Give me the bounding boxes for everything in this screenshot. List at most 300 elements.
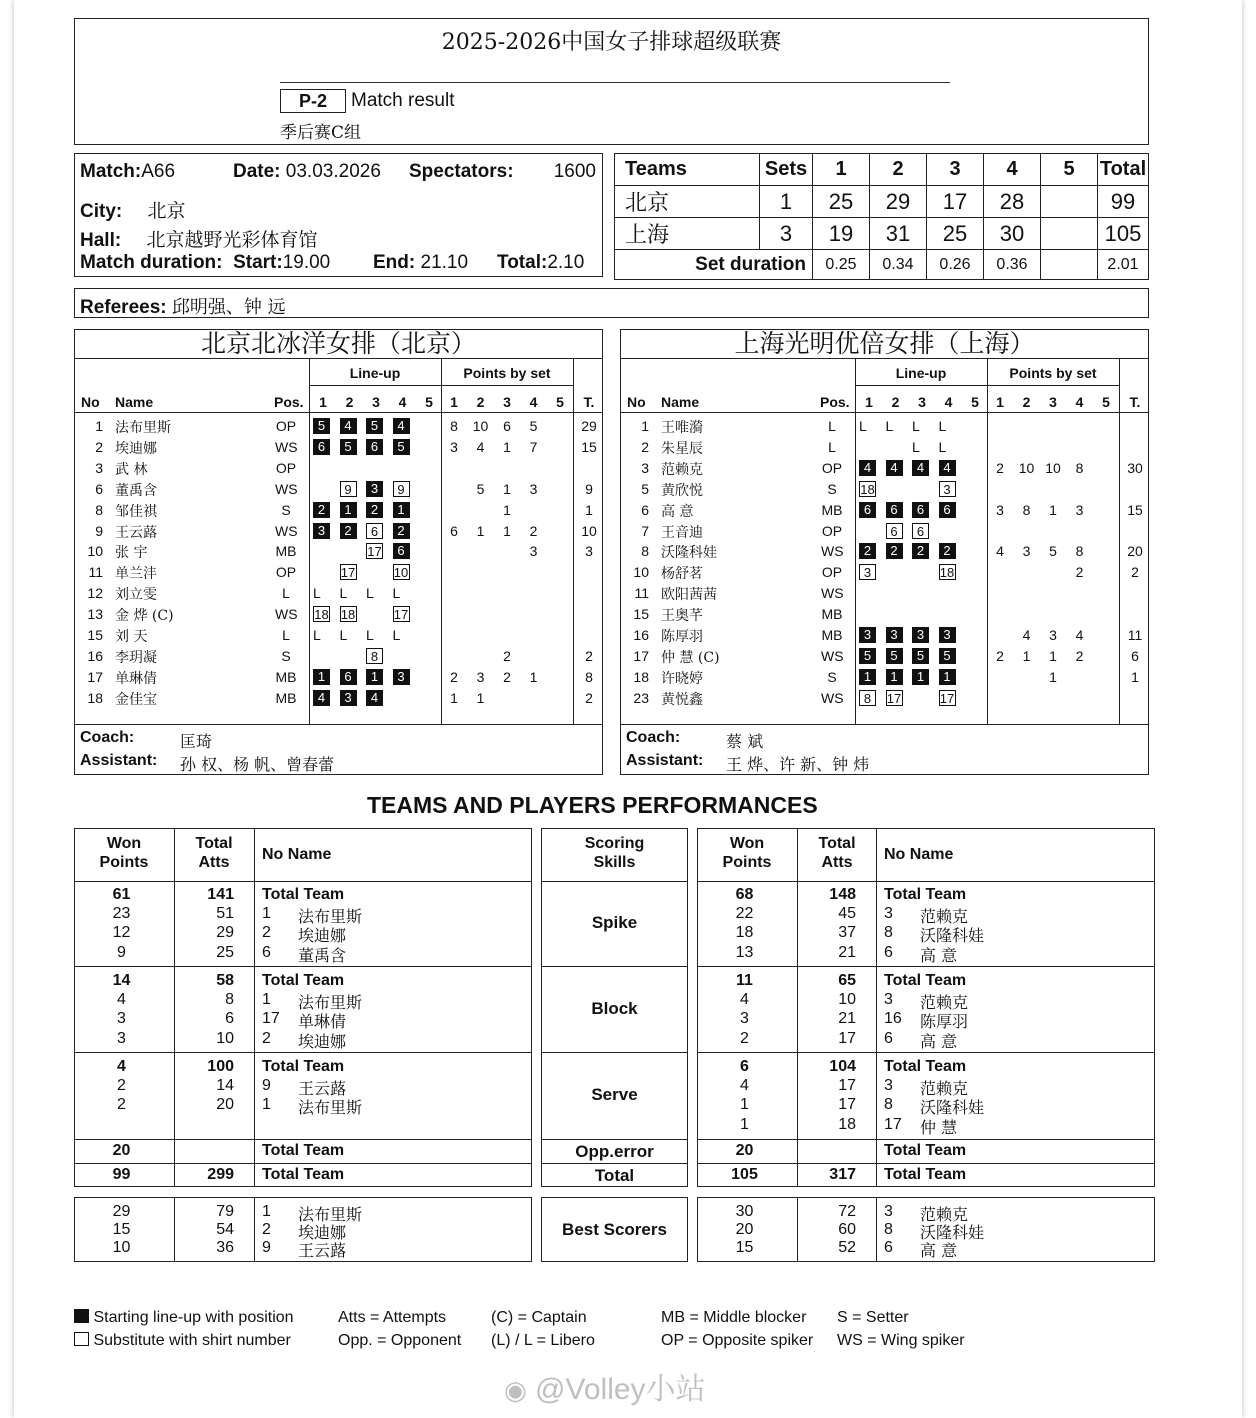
starting-position: 1 [886, 669, 903, 685]
total-team-label: Total Team [262, 886, 345, 903]
coach-label: Coach: [626, 729, 681, 746]
set-points: 1 [1022, 647, 1031, 664]
no-header: No [627, 394, 646, 410]
won-points: 9 [117, 943, 126, 961]
libero-mark: L [859, 418, 867, 434]
player-name: 金 烨 (C) [115, 608, 174, 625]
set-points: 6 [503, 418, 511, 434]
starting-position: 4 [912, 460, 929, 476]
team-name: 北京 [615, 186, 760, 218]
starting-position: 3 [313, 523, 330, 539]
total-points: 105 [1098, 218, 1149, 250]
won-points: 12 [112, 924, 131, 942]
total-atts: 6 [225, 1010, 234, 1028]
substitute-number: 6 [366, 523, 383, 539]
player-name: 范赖克 [920, 907, 969, 927]
set-points: 1 [476, 689, 485, 706]
player-position: MB [821, 627, 843, 643]
team-name: 上海 [615, 218, 760, 250]
starting-position: 3 [366, 481, 383, 497]
total-team-label: Total Team [262, 1166, 345, 1183]
total-team-label: Total Team [262, 972, 345, 989]
player-position: MB [275, 543, 297, 560]
set-points: 5 [1049, 543, 1057, 560]
total-atts: 54 [216, 1221, 234, 1238]
starting-position: 4 [939, 460, 956, 476]
set-points: 4 [1075, 627, 1084, 643]
substitute-number: 9 [340, 481, 357, 497]
set-duration-label: Set duration [615, 250, 813, 280]
player-name: 陈厚羽 [920, 1012, 969, 1032]
points-set-header: 1 [996, 394, 1004, 410]
assistant-row [626, 752, 870, 774]
player-total: 6 [1131, 647, 1139, 664]
starting-position: 5 [859, 648, 876, 664]
player-number: 9 [262, 1077, 271, 1095]
player-name: 埃迪娜 [298, 1031, 347, 1051]
substitute-number: 3 [939, 481, 956, 497]
substitute-number: 17 [340, 565, 356, 581]
substitute-number: 8 [859, 690, 876, 706]
won-points: 30 [735, 1203, 754, 1220]
pos-header: Pos. [274, 394, 304, 410]
set-score-table [614, 153, 1149, 280]
total-header: T. [583, 394, 595, 410]
player-position: WS [275, 522, 298, 539]
points-set-header: 3 [503, 394, 511, 410]
player-position: WS [821, 585, 844, 602]
assistant-label: Assistant: [80, 752, 158, 769]
set-points: 1 [1049, 668, 1057, 685]
total-team-label: Total Team [884, 1166, 967, 1183]
date-row [233, 161, 381, 183]
won-points: 11 [736, 972, 753, 989]
libero-mark: L [912, 418, 920, 434]
player-name: 埃迪娜 [298, 1223, 347, 1242]
legend-ws: WS = Wing spiker [837, 1332, 965, 1349]
set-points: 1 [1049, 647, 1057, 664]
total-atts: 148 [829, 886, 856, 903]
set-points: 10 [1018, 459, 1035, 476]
score-header-row [615, 154, 1149, 186]
set-points: 7 [529, 438, 538, 455]
legend-libero: (L) / L = Libero [491, 1332, 595, 1349]
competition-title: 2025-2026中国女子排球超级联赛 [441, 30, 782, 55]
lineup-header: Line-up [895, 365, 947, 381]
player-position: L [282, 585, 290, 602]
lineup-set-header: 5 [971, 394, 979, 410]
name-header: Name [115, 394, 154, 410]
skill-name: Total [594, 1166, 635, 1185]
skill-name: Block [591, 999, 638, 1018]
set-points: 1 [450, 689, 458, 706]
player-number: 11 [88, 564, 103, 581]
won-points: 4 [117, 1058, 126, 1075]
set-points: 10 [1045, 459, 1061, 476]
coach-row [626, 729, 764, 751]
player-number: 8 [641, 543, 649, 560]
libero-mark: L [392, 627, 401, 643]
set-points: 8 [450, 418, 458, 434]
total-atts: 60 [838, 1221, 856, 1238]
player-name: 邹佳祺 [115, 503, 157, 520]
player-number: 16 [884, 1010, 902, 1028]
set-points: 2 [996, 647, 1004, 664]
match-info-box [74, 153, 603, 277]
player-position: S [281, 501, 291, 518]
starting-position: 2 [939, 543, 956, 559]
starting-position: 1 [313, 669, 330, 685]
player-name: 法布里斯 [298, 1205, 363, 1224]
legend-substitute-text: Substitute with shirt number [93, 1332, 291, 1349]
starting-position: 5 [912, 648, 929, 664]
lineup-header: Line-up [349, 365, 401, 381]
starting-position: 2 [313, 502, 330, 518]
player-name: 范赖克 [920, 993, 969, 1013]
starting-position: 3 [912, 627, 929, 643]
total-row [497, 252, 584, 274]
player-name: 高 意 [920, 945, 958, 965]
end-row [373, 252, 468, 274]
total-duration: 2.01 [1098, 250, 1149, 280]
set-points: 3 [529, 543, 538, 560]
set-score: 17 [927, 186, 984, 218]
set-score: 30 [984, 218, 1041, 250]
player-name: 朱星辰 [661, 440, 703, 457]
set-points: 4 [1022, 627, 1031, 643]
starting-position: 2 [912, 543, 929, 559]
player-name: 高 意 [920, 1241, 958, 1260]
col-set-3: 3 [927, 154, 984, 186]
substitute-number: 18 [939, 565, 955, 581]
won-points: 68 [735, 886, 754, 903]
player-number: 1 [262, 1096, 271, 1114]
set-points: 6 [450, 522, 458, 539]
header-box [74, 18, 1149, 145]
points-by-set-header: Points by set [1009, 365, 1097, 381]
points-set-header: 4 [1075, 394, 1084, 410]
name-header: Name [661, 394, 700, 410]
total-atts: 58 [216, 972, 234, 989]
end-label: End: [373, 252, 416, 273]
lineup-set-header: 2 [891, 394, 900, 410]
set-score: 25 [813, 186, 870, 218]
duration-row [80, 252, 330, 274]
referees-names: 邱明强、钟 远 [171, 297, 286, 318]
won-points: 29 [112, 1203, 131, 1220]
set-points: 8 [1022, 501, 1031, 518]
player-position: MB [821, 501, 843, 518]
won-points: 10 [112, 1239, 131, 1256]
won-points: 20 [112, 1142, 131, 1159]
starting-position: 1 [859, 669, 876, 685]
total-atts: 65 [838, 972, 856, 989]
set-points: 4 [996, 543, 1004, 560]
set-points: 10 [472, 418, 489, 434]
lineup-set-header: 3 [918, 394, 926, 410]
col-set-5: 5 [1041, 154, 1098, 186]
won-points: 2 [117, 1077, 126, 1095]
total-team-label: Total Team [884, 972, 967, 989]
player-name: 法布里斯 [298, 1098, 363, 1118]
substitute-number: 6 [912, 523, 929, 539]
player-name: 仲 慧 (C) [661, 649, 720, 666]
starting-position: 3 [340, 690, 357, 706]
total-atts: 17 [838, 1077, 856, 1095]
stage-subtitle: 季后赛C组 [280, 123, 362, 143]
page-code: P-2 [280, 89, 346, 113]
set-points: 1 [503, 501, 511, 518]
player-number: 16 [87, 647, 103, 664]
starting-position: 6 [912, 502, 929, 518]
total-atts: 79 [216, 1203, 234, 1220]
player-position: WS [821, 689, 844, 706]
won-points: 15 [112, 1221, 131, 1238]
player-number: 3 [884, 1077, 893, 1095]
libero-mark: L [938, 438, 947, 455]
no-name-header: No Name [884, 846, 954, 863]
player-number: 3 [884, 905, 893, 923]
legend-op: OP = Opposite spiker [661, 1332, 814, 1349]
player-number: 6 [95, 480, 103, 497]
player-total: 1 [1131, 668, 1139, 685]
substitute-number: 6 [886, 523, 903, 539]
set-score: 19 [813, 218, 870, 250]
coach-label: Coach: [80, 729, 135, 746]
player-name: 王唯漪 [661, 420, 703, 436]
total-atts: 20 [216, 1096, 234, 1114]
set-points: 5 [476, 480, 485, 497]
set-points: 2 [503, 647, 511, 664]
scoring-skills-header: Scoring Skills [584, 835, 645, 871]
set-score: 25 [927, 218, 984, 250]
start-time: 19.00 [282, 252, 331, 273]
starting-position: 6 [886, 502, 903, 518]
total-atts: 21 [838, 943, 856, 961]
player-name: 王云蕗 [298, 1241, 347, 1260]
skill-name: Opp.error [575, 1142, 654, 1161]
lineup-set-header: 4 [944, 394, 953, 410]
lineup-set-header: 4 [398, 394, 407, 410]
player-total: 30 [1127, 459, 1143, 476]
player-number: 15 [633, 606, 649, 623]
starting-position: 1 [939, 669, 956, 685]
won-points-header: Won Points [99, 835, 149, 871]
total-atts: 14 [216, 1077, 234, 1095]
points-by-set-header: Points by set [463, 365, 551, 381]
legend-substitute [74, 1332, 291, 1350]
won-points: 23 [112, 905, 131, 923]
total-points: 99 [1098, 186, 1149, 218]
player-name: 单兰沣 [115, 566, 157, 583]
start-label: Start: [233, 252, 283, 273]
substitute-square-icon [74, 1332, 89, 1346]
player-position: OP [821, 564, 843, 581]
player-name: 范赖克 [920, 1079, 969, 1099]
total-time: 2.10 [547, 252, 585, 273]
set-points: 4 [476, 438, 485, 455]
total-atts: 10 [216, 1029, 234, 1047]
starting-position: 6 [340, 669, 357, 685]
set-points: 2 [450, 668, 458, 685]
duration-label: Match duration: [80, 252, 223, 273]
won-points: 3 [740, 1010, 749, 1028]
total-atts: 36 [216, 1239, 234, 1256]
won-points: 6 [740, 1058, 749, 1075]
player-name: 许晓婷 [661, 670, 703, 687]
player-number: 12 [87, 585, 103, 602]
sets-won: 1 [760, 186, 813, 218]
player-position: MB [275, 689, 297, 706]
points-set-header: 2 [476, 394, 485, 410]
player-name: 王云蕗 [115, 524, 157, 541]
won-points: 2 [740, 1029, 749, 1047]
libero-mark: L [313, 585, 321, 602]
coach-row [80, 729, 213, 751]
page-code-label: Match result [351, 90, 455, 111]
starting-position: 2 [886, 543, 903, 559]
starting-position: 5 [939, 648, 956, 664]
player-total: 1 [585, 501, 593, 518]
player-position: OP [821, 459, 843, 476]
player-position: WS [275, 438, 298, 455]
starting-position: 4 [313, 690, 330, 706]
player-position: MB [275, 668, 297, 685]
legend-opp: Opp. = Opponent [338, 1332, 462, 1349]
starting-position: 4 [859, 460, 876, 476]
total-atts: 21 [838, 1010, 856, 1028]
starting-position: 1 [340, 502, 357, 518]
substitute-number: 18 [314, 607, 329, 623]
player-number: 6 [262, 943, 271, 961]
weibo-icon: ◉ [504, 1375, 527, 1405]
player-number: 17 [884, 1115, 902, 1133]
starting-position: 5 [313, 418, 330, 434]
set-points: 1 [503, 438, 511, 455]
player-number: 7 [641, 522, 649, 539]
starting-position: 5 [366, 418, 383, 434]
set-score: 29 [870, 186, 927, 218]
total-team-label: Total Team [262, 1058, 345, 1075]
player-number: 3 [641, 459, 649, 476]
match-label: Match: [80, 161, 142, 182]
points-set-header: 4 [529, 394, 538, 410]
player-name: 高 意 [661, 503, 694, 520]
player-total: 15 [1127, 501, 1143, 518]
player-name: 仲 慧 [920, 1117, 958, 1137]
player-number: 1 [262, 991, 271, 1009]
set-points: 8 [1075, 543, 1084, 560]
won-points: 4 [740, 1077, 749, 1095]
substitute-number: 18 [340, 607, 356, 623]
set-score: 31 [870, 218, 927, 250]
total-atts: 25 [216, 943, 234, 961]
set-points: 5 [529, 418, 538, 434]
player-number: 16 [633, 627, 649, 643]
player-number: 6 [884, 943, 893, 961]
set-duration: 0.36 [984, 250, 1041, 280]
set-duration: 0.34 [870, 250, 927, 280]
player-position: L [828, 418, 836, 434]
home-roster-box [74, 329, 603, 775]
no-name-header: No Name [262, 846, 332, 863]
coach-name: 蔡 斌 [726, 732, 764, 751]
legend-starting-text: Starting line-up with position [93, 1309, 294, 1326]
total-atts: 10 [838, 991, 856, 1009]
player-number: 6 [641, 501, 649, 518]
total-label: Total: [497, 252, 548, 273]
points-set-header: 3 [1049, 394, 1057, 410]
libero-mark: L [339, 627, 348, 643]
player-number: 17 [262, 1010, 280, 1028]
set-duration: 0.26 [927, 250, 984, 280]
won-points: 20 [735, 1221, 754, 1238]
spectators-label: Spectators: [409, 161, 514, 182]
substitute-number: 8 [366, 648, 383, 664]
col-sets: Sets [760, 154, 813, 186]
player-name: 董禹含 [115, 482, 157, 499]
player-number: 8 [884, 1096, 893, 1114]
starting-position: 4 [393, 418, 410, 434]
player-position: S [281, 647, 291, 664]
player-total: 2 [1131, 564, 1139, 581]
player-name: 董禹含 [298, 945, 347, 965]
player-name: 李玥凝 [115, 649, 157, 666]
hall-value: 北京越野光彩体育馆 [146, 229, 318, 251]
set-points: 3 [476, 668, 485, 685]
starting-position: 2 [859, 543, 876, 559]
performances-title: TEAMS AND PLAYERS PERFORMANCES [367, 792, 818, 818]
starting-position: 3 [393, 669, 410, 685]
player-name: 沃隆科娃 [920, 926, 985, 946]
col-set-1: 1 [813, 154, 870, 186]
total-atts: 52 [838, 1239, 856, 1256]
assistant-label: Assistant: [626, 752, 704, 769]
won-points: 3 [117, 1029, 126, 1047]
substitute-number: 9 [393, 481, 410, 497]
match-number-row [80, 161, 175, 183]
won-points: 20 [735, 1142, 754, 1159]
set-points: 1 [476, 522, 485, 539]
coach-name: 匡琦 [180, 732, 213, 751]
starting-position: 2 [366, 502, 383, 518]
player-total: 2 [585, 689, 593, 706]
city-value: 北京 [147, 200, 186, 222]
starting-position: 4 [340, 418, 357, 434]
assistant-names: 王 烨、许 新、钟 炜 [726, 755, 870, 774]
match-number: A66 [141, 161, 176, 182]
date-label: Date: [233, 161, 281, 182]
player-name: 刘 天 [115, 629, 148, 645]
watermark-text: @Volley小站 [535, 1373, 706, 1406]
total-team-label: Total Team [262, 1142, 345, 1159]
starting-position: 6 [939, 502, 956, 518]
team-title: 北京北冰洋女排（北京） [200, 329, 476, 358]
player-name: 单琳倩 [298, 1012, 347, 1032]
set-duration: 0.25 [813, 250, 870, 280]
won-points: 3 [117, 1010, 126, 1028]
player-number: 6 [884, 1029, 893, 1047]
starting-position: 5 [393, 439, 410, 455]
player-number: 18 [87, 689, 103, 706]
player-name: 法布里斯 [115, 420, 171, 436]
starting-position: 6 [366, 439, 383, 455]
city-row [80, 196, 186, 223]
won-points: 18 [735, 924, 754, 942]
away-roster-box [620, 329, 1149, 775]
won-points: 15 [735, 1239, 754, 1256]
player-number: 8 [884, 924, 893, 942]
